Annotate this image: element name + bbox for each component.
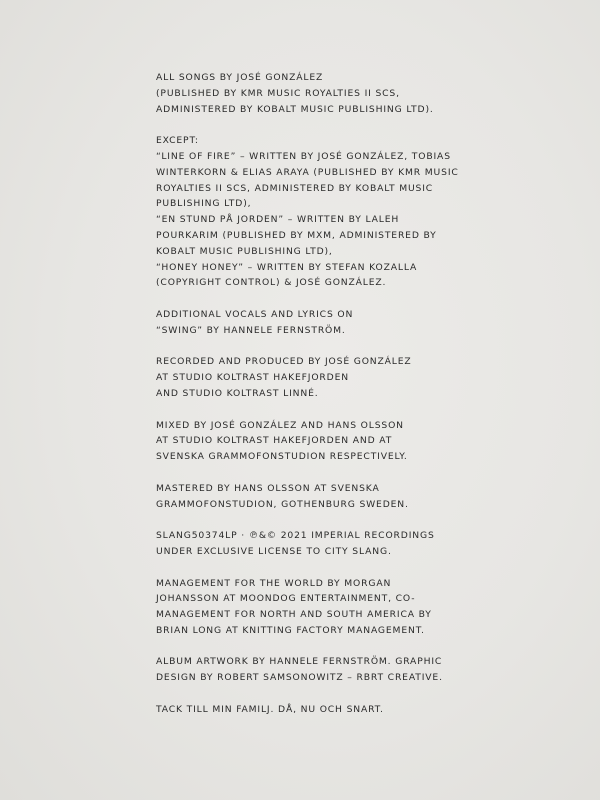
- mastering-credit-paragraph: [156, 481, 456, 513]
- text-line: “EN STUND PÅ JORDEN” – WRITTEN BY LALEH: [156, 214, 400, 226]
- catalog-copyright-paragraph: [156, 528, 456, 560]
- text-line: MASTERED BY HANS OLSSON AT SVENSKA: [156, 482, 380, 494]
- text-line: JOHANSSON AT MOONDOG ENTERTAINMENT, CO-: [156, 593, 416, 605]
- additional-vocals-paragraph: [156, 307, 456, 339]
- text-line: KOBALT MUSIC PUBLISHING LTD),: [156, 245, 333, 257]
- text-line: “SWING” BY HANNELE FERNSTRÖM.: [156, 324, 346, 336]
- text-line: ROYALTIES II SCS, ADMINISTERED BY KOBALT MUSIC: [156, 182, 434, 194]
- text-line: GRAMMOFONSTUDION, GOTHENBURG SWEDEN.: [156, 498, 409, 510]
- text-line: “HONEY HONEY” – WRITTEN BY STEFAN KOZALLA: [156, 261, 418, 273]
- exceptions-paragraph: [156, 133, 459, 291]
- text-line: ALBUM ARTWORK BY HANNELE FERNSTRÖM. GRAPHIC: [156, 656, 443, 668]
- text-line: “LINE OF FIRE” – WRITTEN BY JOSÉ GONZÁLEZ, TOBIAS: [156, 150, 451, 162]
- mixing-credit-paragraph: [156, 418, 456, 465]
- management-credit-paragraph: [156, 576, 456, 639]
- text-line: ADDITIONAL VOCALS AND LYRICS ON: [156, 308, 354, 320]
- text-line: UNDER EXCLUSIVE LICENSE TO CITY SLANG.: [156, 545, 392, 557]
- text-line: TACK TILL MIN FAMILJ. DÅ, NU OCH SNART.: [156, 703, 384, 715]
- songwriting-credit-paragraph: [156, 70, 456, 117]
- text-line: EXCEPT:: [156, 135, 199, 147]
- text-line: PUBLISHING LTD),: [156, 198, 252, 210]
- text-line: MANAGEMENT FOR THE WORLD BY MORGAN: [156, 577, 392, 589]
- text-line: DESIGN BY ROBERT SAMSONOWITZ – RBRT CREATIVE.: [156, 672, 443, 684]
- text-line: WINTERKORN & ELIAS ARAYA (PUBLISHED BY KMR MUSIC: [156, 166, 459, 178]
- text-line: AND STUDIO KOLTRAST LINNÉ.: [156, 387, 319, 399]
- text-line: BRIAN LONG AT KNITTING FACTORY MANAGEMENT.: [156, 624, 425, 636]
- thanks-paragraph: [156, 702, 456, 718]
- text-line: AT STUDIO KOLTRAST HAKEFJORDEN: [156, 372, 349, 384]
- text-line: MANAGEMENT FOR NORTH AND SOUTH AMERICA BY: [156, 609, 432, 621]
- text-line: MIXED BY JOSÉ GONZÁLEZ AND HANS OLSSON: [156, 419, 404, 431]
- text-line: RECORDED AND PRODUCED BY JOSÉ GONZÁLEZ: [156, 356, 412, 368]
- text-line: (COPYRIGHT CONTROL) & JOSÉ GONZÁLEZ.: [156, 277, 387, 289]
- text-line: SVENSKA GRAMMOFONSTUDION RESPECTIVELY.: [156, 451, 408, 463]
- recording-credit-paragraph: [156, 354, 456, 401]
- text-line: POURKARIM (PUBLISHED BY MXM, ADMINISTERED BY: [156, 229, 437, 241]
- text-line: (PUBLISHED BY KMR MUSIC ROYALTIES II SCS,: [156, 87, 400, 99]
- artwork-design-paragraph: [156, 654, 456, 686]
- text-line: SLANG50374LP · ℗&© 2021 IMPERIAL RECORDINGS: [156, 530, 435, 542]
- text-line: AT STUDIO KOLTRAST HAKEFJORDEN AND AT: [156, 435, 393, 447]
- credits-text-block: [156, 70, 459, 733]
- text-line: ADMINISTERED BY KOBALT MUSIC PUBLISHING LTD).: [156, 103, 434, 115]
- text-line: ALL SONGS BY JOSÉ GONZÁLEZ: [156, 72, 324, 83]
